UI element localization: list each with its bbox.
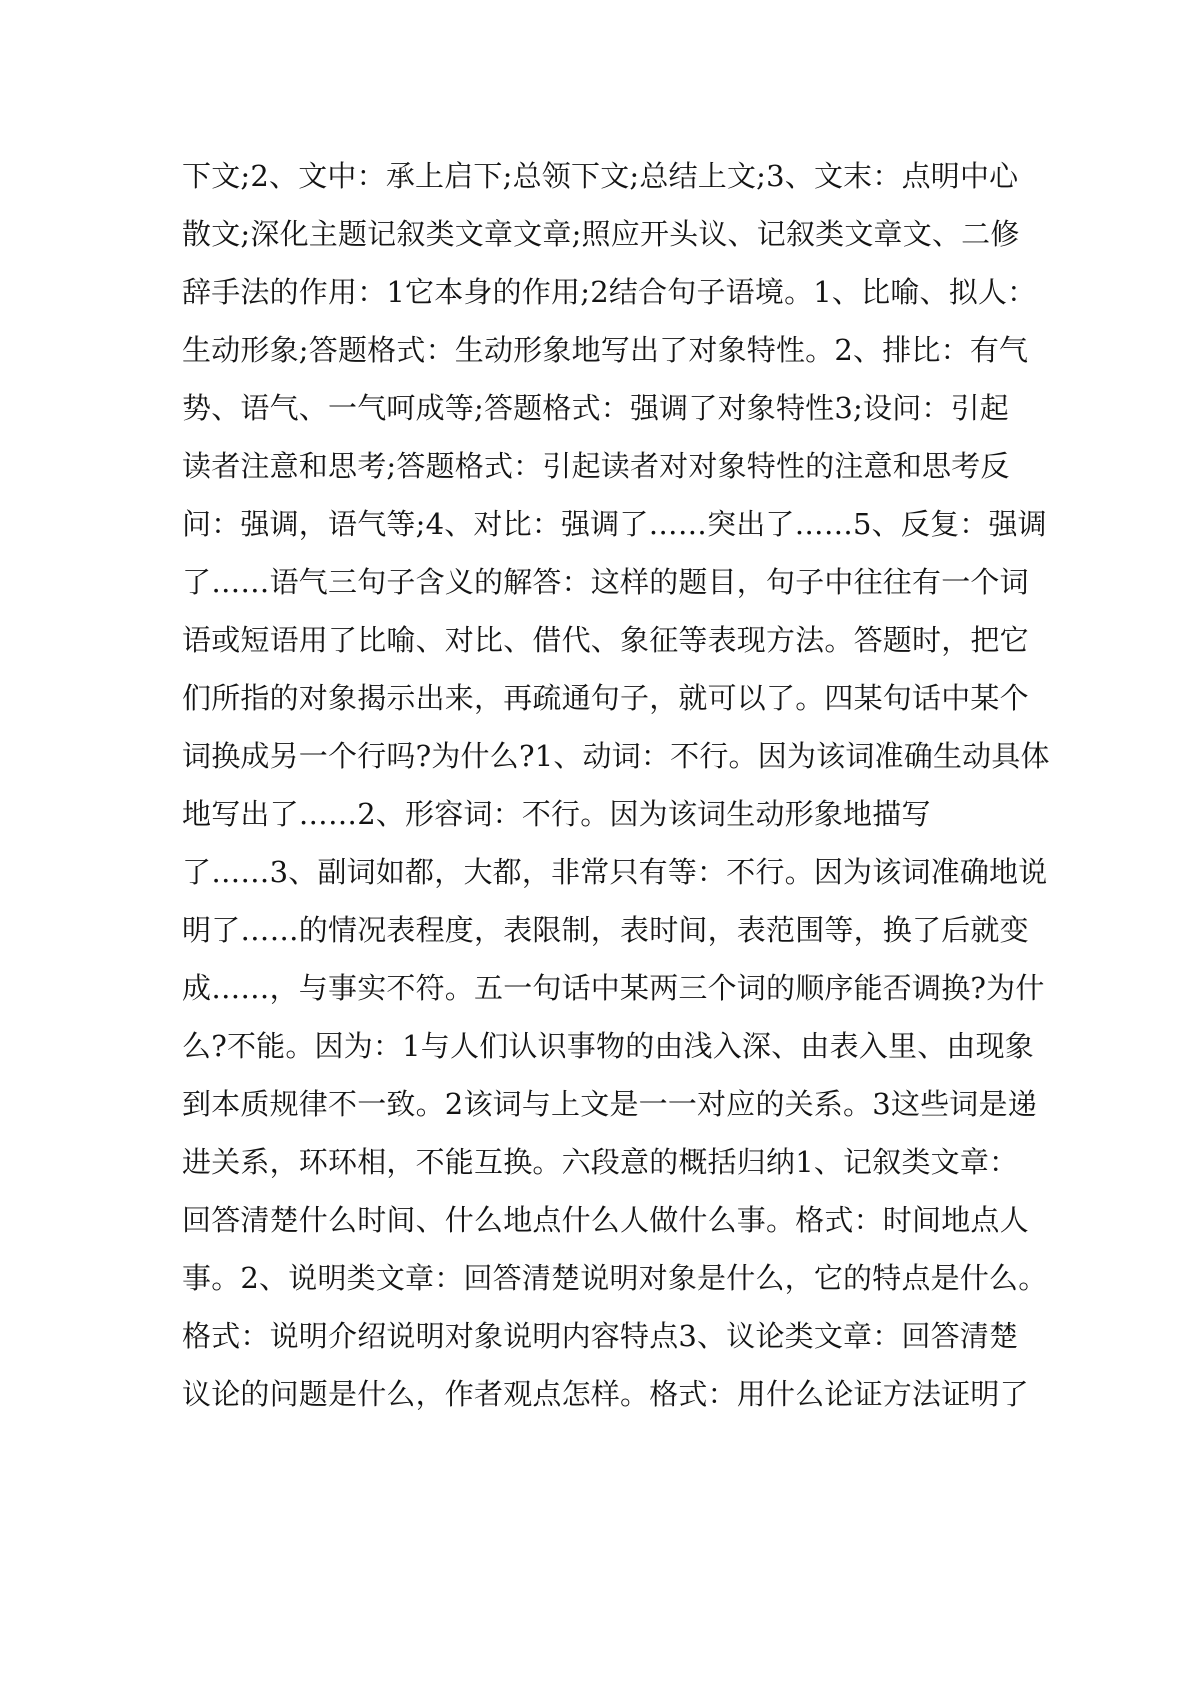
text-line: 回答清楚什么时间、什么地点什么人做什么事。格式：时间地点人 xyxy=(182,1203,1029,1237)
text-line: 进关系，环环相，不能互换。六段意的概括归纳1、记叙类文章： xyxy=(182,1145,1019,1179)
text-line: 生动形象;答题格式：生动形象地写出了对象特性。2、排比：有气 xyxy=(182,333,1029,367)
text-line: 到本质规律不一致。2该词与上文是一一对应的关系。3这些词是递 xyxy=(182,1087,1037,1121)
text-line: 辞手法的作用：1它本身的作用;2结合句子语境。1、比喻、拟人： xyxy=(182,275,1037,309)
text-line: 词换成另一个行吗?为什么?1、动词：不行。因为该词准确生动具体 xyxy=(182,739,1050,773)
text-line: 下文;2、文中：承上启下;总领下文;总结上文;3、文末：点明中心 xyxy=(182,159,1019,193)
body-text xyxy=(182,147,1050,1423)
text-line: 地写出了……2、形容词：不行。因为该词生动形象地描写 xyxy=(182,797,931,831)
text-line: 明了……的情况表程度，表限制，表时间，表范围等，换了后就变 xyxy=(182,913,1029,947)
text-line: 了……3、副词如都，大都，非常只有等：不行。因为该词准确地说 xyxy=(182,855,1048,889)
text-line: 成……，与事实不符。五一句话中某两三个词的顺序能否调换?为什 xyxy=(182,971,1045,1005)
text-line: 事。2、说明类文章：回答清楚说明对象是什么，它的特点是什么。 xyxy=(182,1261,1048,1295)
text-line: 势、语气、一气呵成等;答题格式：强调了对象特性3;设问：引起 xyxy=(182,391,1009,425)
text-line: 语或短语用了比喻、对比、借代、象征等表现方法。答题时，把它 xyxy=(182,623,1029,657)
text-line: 散文;深化主题记叙类文章文章;照应开头议、记叙类文章文、二修 xyxy=(182,217,1020,251)
text-line: 么?不能。因为：1与人们认识事物的由浅入深、由表入里、由现象 xyxy=(182,1029,1034,1063)
text-line: 们所指的对象揭示出来，再疏通句子，就可以了。四某句话中某个 xyxy=(182,681,1029,715)
text-line: 读者注意和思考;答题格式：引起读者对对象特性的注意和思考反 xyxy=(182,449,1010,483)
text-line: 了……语气三句子含义的解答：这样的题目，句子中往往有一个词 xyxy=(182,565,1029,599)
text-line: 格式：说明介绍说明对象说明内容特点3、议论类文章：回答清楚 xyxy=(182,1319,1019,1353)
text-line: 问：强调，语气等;4、对比：强调了……突出了……5、反复：强调 xyxy=(182,507,1047,541)
text-line: 议论的问题是什么，作者观点怎样。格式：用什么论证方法证明了 xyxy=(182,1377,1029,1411)
